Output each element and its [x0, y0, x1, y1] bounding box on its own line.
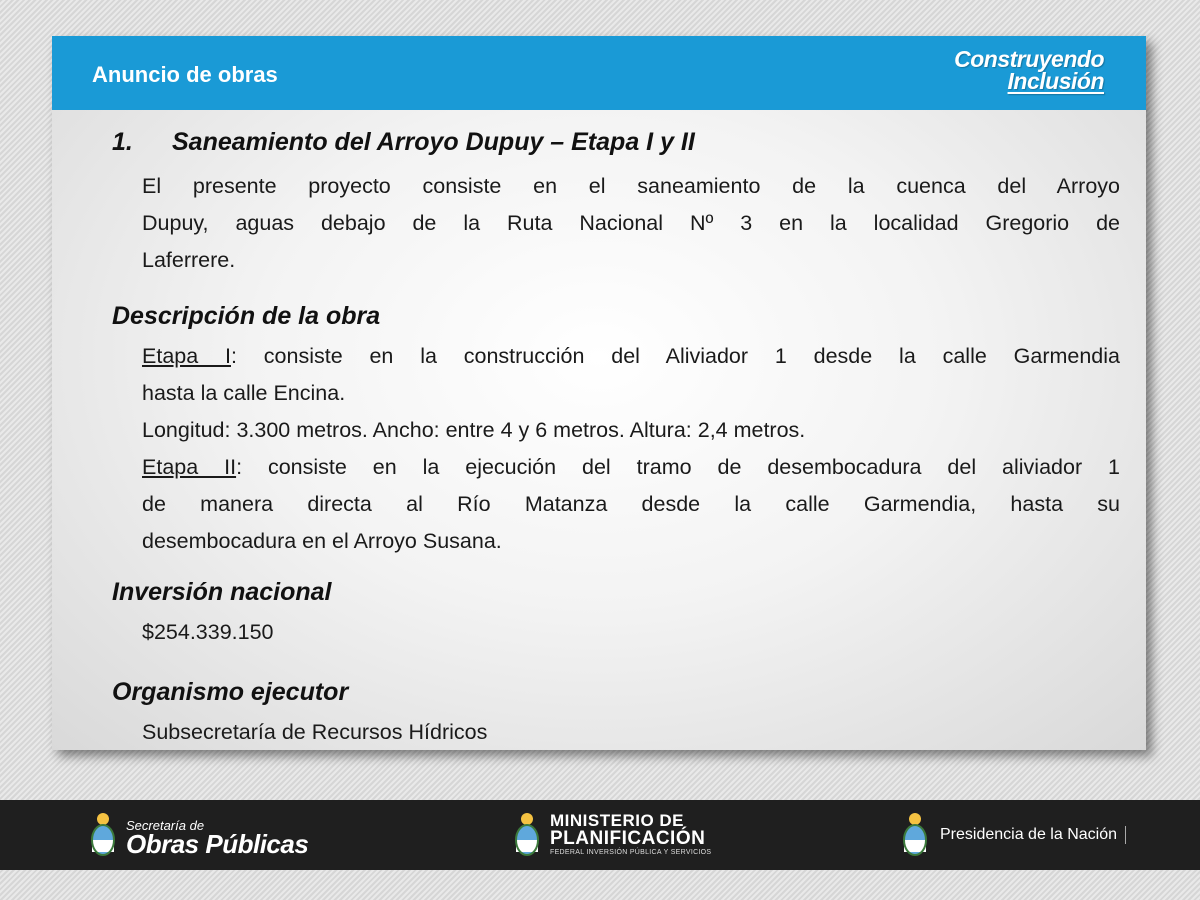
- slide-title: Anuncio de obras: [92, 62, 278, 87]
- intro-line: El presente proyecto consiste en el saneamiento de la cuenca del Arroyo: [142, 174, 1120, 198]
- ministerio-line-1: MINISTERIO DE: [550, 811, 685, 830]
- description-body: [142, 338, 1120, 560]
- coat-of-arms-icon: [88, 810, 118, 860]
- item-number: 1.: [112, 128, 133, 156]
- ministerio-logo: [512, 808, 711, 862]
- coat-of-arms-icon: [900, 810, 930, 860]
- brand-line-2: Inclusión: [1007, 68, 1104, 94]
- ministerio-line-2: PLANIFICACIÓN: [550, 828, 706, 849]
- stage2-line: Etapa II: consiste en la ejecución del tramo de desembocadura del aliviador 1: [142, 455, 1120, 479]
- ministerio-line-3: FEDERAL INVERSIÓN PÚBLICA Y SERVICIOS: [550, 849, 712, 856]
- stage1-line: hasta la calle Encina.: [142, 381, 346, 405]
- stage2-line: de manera directa al Río Matanza desde la calle Garmendia, hasta su: [142, 492, 1120, 516]
- intro-line: Laferrere.: [142, 248, 236, 272]
- construyendo-inclusion-logo: [954, 48, 1104, 92]
- stage1-line: Etapa I: consiste en la construcción del Aliviador 1 desde la calle Garmendia: [142, 344, 1120, 368]
- investment-heading: Inversión nacional: [112, 578, 332, 606]
- footer-strip: [0, 870, 1200, 900]
- slide-card: [52, 36, 1146, 750]
- project-intro: [142, 168, 1120, 279]
- obras-publicas-logo: [88, 808, 308, 862]
- project-title-text: Saneamiento del Arroyo Dupuy – Etapa I y II: [172, 128, 695, 156]
- dimensions-line: Longitud: 3.300 metros. Ancho: entre 4 y 6 metros. Altura: 2,4 metros.: [142, 418, 806, 442]
- brand-line-1: Construyendo: [954, 46, 1104, 72]
- sop-small-text: Secretaría de: [126, 818, 205, 833]
- executor-name: Subsecretaría de Recursos Hídricos: [142, 720, 488, 744]
- stage1-label: Etapa I: [142, 344, 231, 368]
- intro-line: Dupuy, aguas debajo de la Ruta Nacional Nº 3 en la localidad Gregorio de: [142, 211, 1120, 235]
- footer-bar: [0, 800, 1200, 870]
- investment-amount: $254.339.150: [142, 620, 274, 644]
- stage2-label: Etapa II: [142, 455, 237, 479]
- presidencia-text: Presidencia de la Nación: [940, 826, 1126, 844]
- executor-heading: Organismo ejecutor: [112, 678, 349, 706]
- description-heading: Descripción de la obra: [112, 302, 381, 330]
- header-bar: [52, 36, 1146, 110]
- sop-big-text: Obras Públicas: [126, 829, 309, 859]
- stage2-line: desembocadura en el Arroyo Susana.: [142, 529, 502, 553]
- coat-of-arms-icon: [512, 810, 542, 860]
- presidencia-logo: [900, 808, 1126, 862]
- project-title: [112, 128, 695, 157]
